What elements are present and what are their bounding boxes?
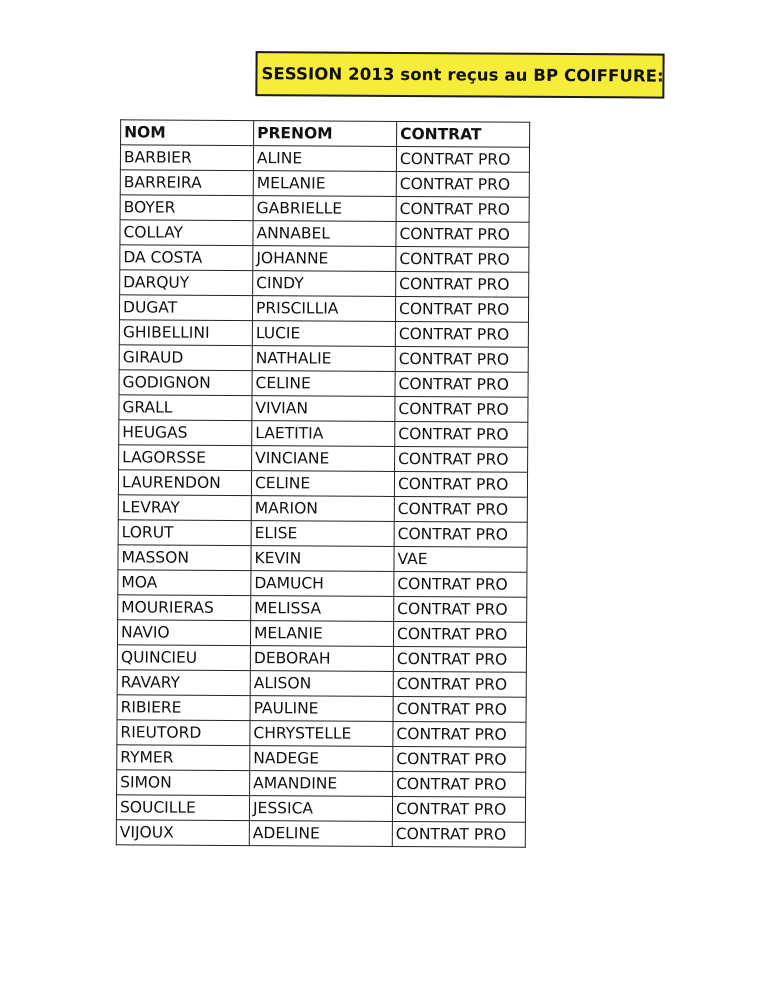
table-row — [118, 545, 527, 572]
cell-nom: RIBIERE — [117, 695, 250, 721]
cell-prenom: DEBORAH — [250, 646, 393, 672]
cell-contrat: CONTRAT PRO — [394, 571, 527, 597]
cell-prenom: PRISCILLIA — [252, 296, 395, 322]
cell-nom: SIMON — [117, 770, 250, 796]
cell-contrat: CONTRAT PRO — [393, 696, 526, 722]
cell-contrat: CONTRAT PRO — [393, 671, 526, 697]
table-row — [116, 795, 525, 822]
cell-contrat: CONTRAT PRO — [392, 796, 525, 822]
cell-prenom: ANNABEL — [253, 221, 396, 247]
table-row — [117, 695, 526, 722]
title-banner — [255, 51, 664, 98]
table-row — [119, 420, 528, 447]
cell-nom: LEVRAY — [118, 495, 251, 521]
table-row — [119, 370, 528, 397]
cell-nom: VIJOUX — [116, 820, 249, 846]
cell-prenom: LAETITIA — [252, 421, 395, 447]
table-row — [118, 495, 527, 522]
cell-nom: QUINCIEU — [117, 645, 250, 671]
table-row — [120, 220, 529, 247]
cell-contrat: CONTRAT PRO — [396, 196, 529, 222]
cell-contrat: CONTRAT PRO — [395, 371, 528, 397]
cell-nom: DUGAT — [119, 295, 252, 321]
table-row — [117, 745, 526, 772]
cell-nom: NAVIO — [117, 620, 250, 646]
table-row — [119, 445, 528, 472]
cell-contrat: CONTRAT PRO — [395, 446, 528, 472]
cell-contrat: CONTRAT PRO — [393, 621, 526, 647]
table-row — [117, 770, 526, 797]
cell-nom: LAURENDON — [118, 470, 251, 496]
table-row — [116, 820, 525, 847]
cell-nom: DA COSTA — [120, 245, 253, 271]
cell-prenom: ALISON — [250, 671, 393, 697]
results-table — [116, 119, 530, 847]
cell-contrat: CONTRAT PRO — [394, 596, 527, 622]
table-row — [120, 170, 529, 197]
cell-nom: RIEUTORD — [117, 720, 250, 746]
header-contrat: CONTRAT — [397, 121, 530, 147]
cell-nom: GODIGNON — [119, 370, 252, 396]
cell-prenom: MELANIE — [250, 621, 393, 647]
page-title: SESSION 2013 sont reçus au BP COIFFURE: — [261, 64, 664, 86]
cell-prenom: DAMUCH — [251, 571, 394, 597]
cell-nom: GHIBELLINI — [119, 320, 252, 346]
cell-contrat: CONTRAT PRO — [393, 721, 526, 747]
cell-contrat: CONTRAT PRO — [395, 421, 528, 447]
cell-nom: GIRAUD — [119, 345, 252, 371]
cell-prenom: JESSICA — [249, 796, 392, 822]
cell-contrat: CONTRAT PRO — [395, 346, 528, 372]
table-row — [118, 520, 527, 547]
cell-prenom: GABRIELLE — [253, 196, 396, 222]
cell-prenom: ELISE — [251, 521, 394, 547]
table-row — [119, 295, 528, 322]
cell-nom: BARBIER — [120, 145, 253, 171]
cell-contrat: VAE — [394, 546, 527, 572]
cell-prenom: MELISSA — [251, 596, 394, 622]
cell-nom: SOUCILLE — [116, 795, 249, 821]
cell-contrat: CONTRAT PRO — [396, 146, 529, 172]
header-prenom: PRENOM — [254, 121, 397, 147]
cell-contrat: CONTRAT PRO — [395, 321, 528, 347]
cell-contrat: CONTRAT PRO — [396, 271, 529, 297]
cell-nom: RAVARY — [117, 670, 250, 696]
cell-prenom: MELANIE — [253, 171, 396, 197]
table-row — [119, 395, 528, 422]
cell-prenom: ADELINE — [249, 821, 392, 847]
cell-nom: HEUGAS — [119, 420, 252, 446]
table-row — [117, 720, 526, 747]
cell-prenom: ALINE — [253, 146, 396, 172]
cell-prenom: VIVIAN — [252, 396, 395, 422]
cell-prenom: CHRYSTELLE — [250, 721, 393, 747]
cell-prenom: VINCIANE — [252, 446, 395, 472]
cell-nom: MASSON — [118, 545, 251, 571]
table-row — [118, 470, 527, 497]
cell-nom: MOA — [118, 570, 251, 596]
table-header-row — [121, 120, 530, 147]
cell-contrat: CONTRAT PRO — [394, 521, 527, 547]
cell-nom: BARREIRA — [120, 170, 253, 196]
cell-nom: LAGORSSE — [119, 445, 252, 471]
cell-nom: GRALL — [119, 395, 252, 421]
cell-contrat: CONTRAT PRO — [394, 471, 527, 497]
cell-contrat: CONTRAT PRO — [393, 646, 526, 672]
cell-nom: DARQUY — [120, 270, 253, 296]
table-row — [117, 670, 526, 697]
cell-prenom: MARION — [251, 496, 394, 522]
table-row — [118, 595, 527, 622]
cell-contrat: CONTRAT PRO — [393, 746, 526, 772]
cell-contrat: CONTRAT PRO — [393, 771, 526, 797]
cell-nom: COLLAY — [120, 220, 253, 246]
cell-nom: BOYER — [120, 195, 253, 221]
cell-prenom: PAULINE — [250, 696, 393, 722]
cell-prenom: CINDY — [253, 271, 396, 297]
cell-prenom: AMANDINE — [250, 771, 393, 797]
cell-contrat: CONTRAT PRO — [396, 171, 529, 197]
table-row — [117, 645, 526, 672]
table-row — [118, 570, 527, 597]
results-table-body — [116, 120, 529, 847]
cell-prenom: NADEGE — [250, 746, 393, 772]
cell-nom: MOURIERAS — [118, 595, 251, 621]
table-row — [120, 245, 529, 272]
cell-prenom: CELINE — [252, 371, 395, 397]
cell-nom: RYMER — [117, 745, 250, 771]
table-row — [117, 620, 526, 647]
cell-contrat: CONTRAT PRO — [396, 221, 529, 247]
table-row — [119, 345, 528, 372]
cell-prenom: NATHALIE — [252, 346, 395, 372]
cell-nom: LORUT — [118, 520, 251, 546]
cell-contrat: CONTRAT PRO — [395, 296, 528, 322]
table-row — [120, 195, 529, 222]
table-row — [120, 145, 529, 172]
cell-prenom: JOHANNE — [253, 246, 396, 272]
cell-contrat: CONTRAT PRO — [396, 246, 529, 272]
table-row — [120, 270, 529, 297]
cell-prenom: CELINE — [251, 471, 394, 497]
cell-prenom: LUCIE — [252, 321, 395, 347]
cell-prenom: KEVIN — [251, 546, 394, 572]
cell-contrat: CONTRAT PRO — [392, 821, 525, 847]
header-nom: NOM — [121, 120, 254, 146]
cell-contrat: CONTRAT PRO — [394, 496, 527, 522]
table-row — [119, 320, 528, 347]
cell-contrat: CONTRAT PRO — [395, 396, 528, 422]
